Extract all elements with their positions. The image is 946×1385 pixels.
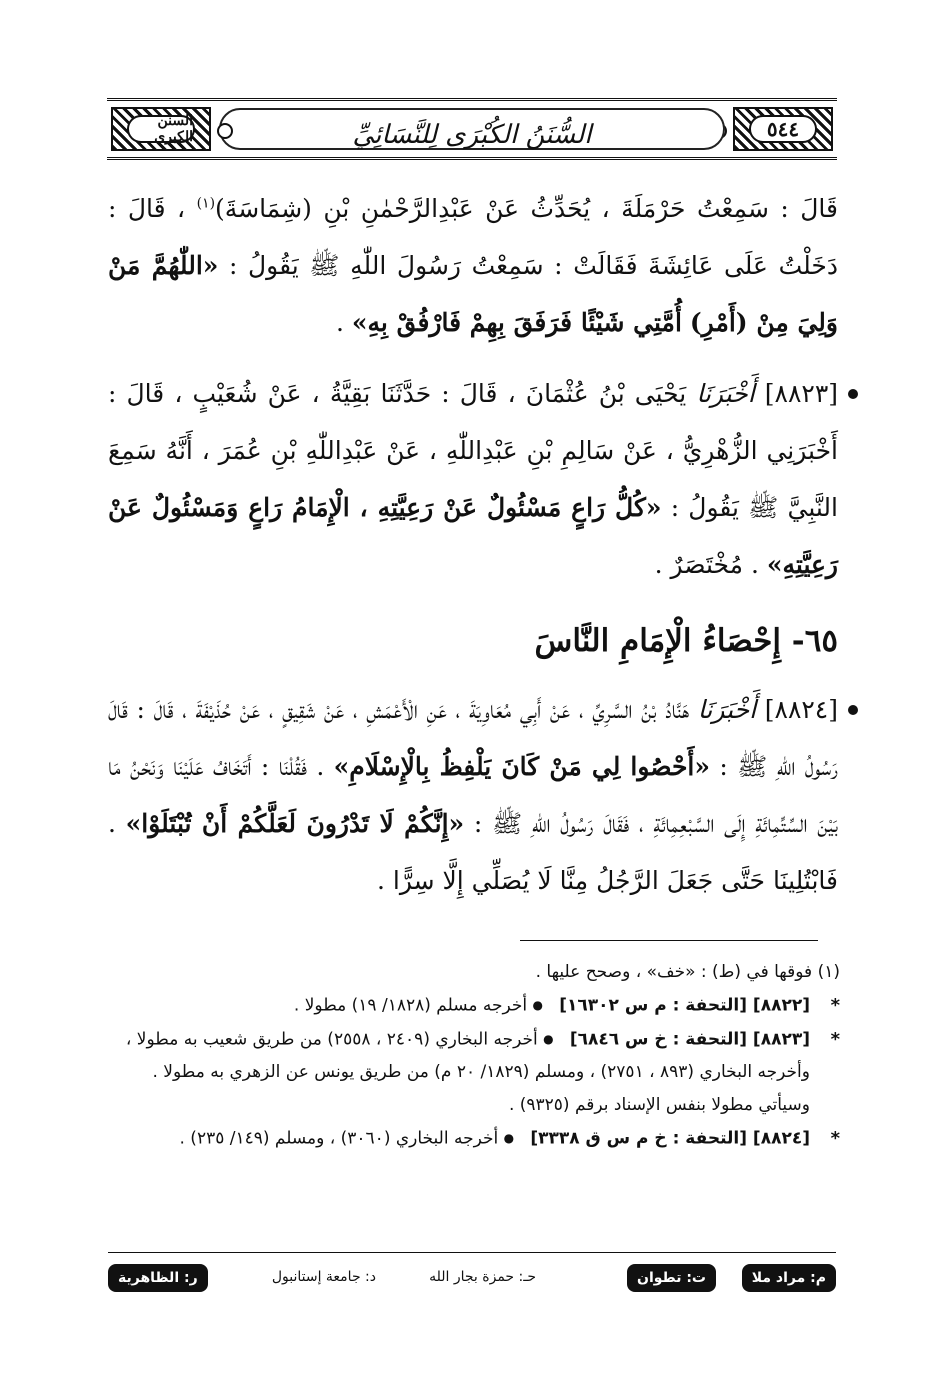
akhbarana-word: أَخْبَرَنَا [696,379,755,408]
hadith-text: «اللّٰهُمَّ مَنْ وَلِيَ مِنْ (أَمْرِ) [108,251,838,337]
page-header [107,98,837,160]
hadith-text: أُمَّتِي شَيْئًا فَرَفَقَ بِهِمْ فَارْفُقْ بِهِ» [351,308,682,337]
book-emblem-text: السنن الكبرى [127,115,195,143]
star-icon: * [830,1028,840,1050]
takhrij-text: أخرجه البخاري (٣٠٦٠) ، ومسلم (١٤٩/ ٢٣٥) . [179,1128,499,1149]
siglum-t: ت: تطوان [627,1264,716,1292]
manuscript-sigla-bar [108,1264,836,1296]
siglum-m: م: مراد ملا [742,1264,836,1292]
bullet-icon: ● [543,1031,554,1046]
takhrij-text: أخرجه البخاري (٢٤٠٩ ، ٢٥٥٨) من طريق شعيب به مطولا ، وأخرجه البخاري (٨٩٣ ، ٢٧٥١) ، ومسلم (١٨٢٩/ ٢٠ م) من طريق يونس عن الزهري به مطولا . [125,1029,810,1082]
tuhfa-reference: [٨٨٢٤] [التحفة : خ م س ق ٣٣٣٨] [530,1128,810,1149]
running-title: السُّنَنُ الكُبْرَى لِلنَّسَائِيِّ [352,120,592,150]
book-emblem [111,107,211,151]
bullet-icon: ● [503,1131,515,1145]
footnote-1: (١) فوقها في (ط) : «خف» ، وصحح عليها . [535,962,840,982]
text-run: عَلَى عَائِشَةَ فَقَالَتْ : سَمِعْتُ رَسُولَ اللّٰهِ ﷺ يَقُولُ : [229,251,768,280]
footnote-ref: (١) [196,195,216,212]
akhbarana-word: أَخْبَرَنَا [697,695,757,724]
bullet-icon: ● [532,998,544,1012]
main-text [108,180,838,909]
text-run: . فَابْتُلِينَا حَتَّى جَعَلَ الرَّجُلُ مِنَّا لَا يُصَلِّي إِلَّا سِرًّا . [108,809,838,895]
hadith-text: «إِنَّكُمْ لَا تَدْرُونَ لَعَلَّكُمْ أَنْ تُبْتَلَوْا» [125,809,465,838]
siglum-h: حـ: حمزة بجار الله [429,1269,536,1285]
takhrij-8823 [108,1023,840,1090]
star-icon: * [830,995,840,1016]
tuhfa-reference: [٨٨٢٣] [التحفة : خ س ٦٨٤٦] [569,1029,810,1049]
hadith-number: [٨٨٢٤] [764,695,838,724]
page-number: ٥٤٤ [749,115,817,143]
footnotes [108,956,840,1156]
footnote-separator [520,940,818,941]
title-frame [219,108,725,150]
text-run: قَالَ : سَمِعْتُ حَرْمَلَةَ ، يُحَدِّثُ عَنْ عَبْدِالرَّحْمٰنِ بْنِ (شِمَاسَةَ) [215,194,838,223]
section-title: ٦٥- إِحْصَاءُ الْإِمَامِ النَّاسَ [534,623,838,659]
hadith-8824 [108,681,838,909]
text-run: ، قَالَ : دَخَلْتُ [108,194,838,280]
hadith-8823 [108,365,838,593]
takhrij-8824 [108,1122,840,1156]
bullet-icon [848,705,858,715]
hadith-number: [٨٨٢٣] [764,379,839,408]
isnad-text: يَحْيَى بْنُ عُثْمَانَ ، قَالَ : حَدَّثَنَا بَقِيَّةُ ، عَنْ شُعَيْبٍ ، قَالَ : أَخْبَرَنِي الزُّهْرِيُّ ، عَنْ سَالِمِ بْنِ عَبْدِاللّٰهِ ، عَنْ عَبْدِاللّٰهِ بْنِ عُمَرَ ، أَنَّهُ سَمِعَ النَّبِيَّ ﷺ يَقُولُ : [108,379,838,522]
ornament-dot-icon [217,123,233,139]
bottom-separator [108,1252,836,1253]
takhrij-text: أخرجه مسلم (١٨٢٨/ ١٩) مطولا . [293,995,528,1016]
bullet-icon [848,389,858,399]
siglum-d: د: جامعة إستانبول [271,1269,376,1285]
star-icon: * [830,1128,840,1149]
text-run: . مُخْتَصَرٌ . [654,550,759,579]
takhrij-8822 [108,989,840,1023]
takhrij-8823-note: وسيأتي مطولا بنفس الإسناد برقم (٩٣٢٥) . [508,1095,810,1115]
page-number-ornament [733,107,833,151]
tuhfa-reference: [٨٨٢٢] [التحفة : م س ١٦٣٠٢] [559,995,810,1016]
hadith-text: «كُلُّ رَاعٍ مَسْئُولٌ عَنْ رَعِيَّتِهِ ، الْإِمَامُ رَاعٍ وَمَسْئُولٌ عَنْ رَعِيَّتِهِ» [108,493,838,579]
text-run: . [336,308,344,337]
isnad-text: هَنَّادُ بْنُ السَّرِيِّ ، عَنْ أَبِي مُعَاوِيَةَ ، عَنِ الْأَعْمَشِ ، عَنْ شَقِيقٍ ، عَنْ حُذَيْفَةَ ، قَالَ : قَالَ رَسُولُ اللّٰهِ ﷺ : [108,695,839,781]
paragraph-continuation [108,180,838,351]
text-run: . فَقُلْنَا : أَتَخَافُ عَلَيْنَا وَنَحْنُ مَا بَيْنَ السِّتِّمِائَةِ إِلَى السَّبْعِمِائَةِ ، فَقَالَ رَسُولُ اللّٰهِ ﷺ : [108,752,838,838]
hadith-text: «أَحْصُوا لِي مَنْ كَانَ يَلْفِظُ بِالْإِسْلَامِ» [333,752,711,781]
siglum-r: ر: الظاهرية [108,1264,208,1292]
